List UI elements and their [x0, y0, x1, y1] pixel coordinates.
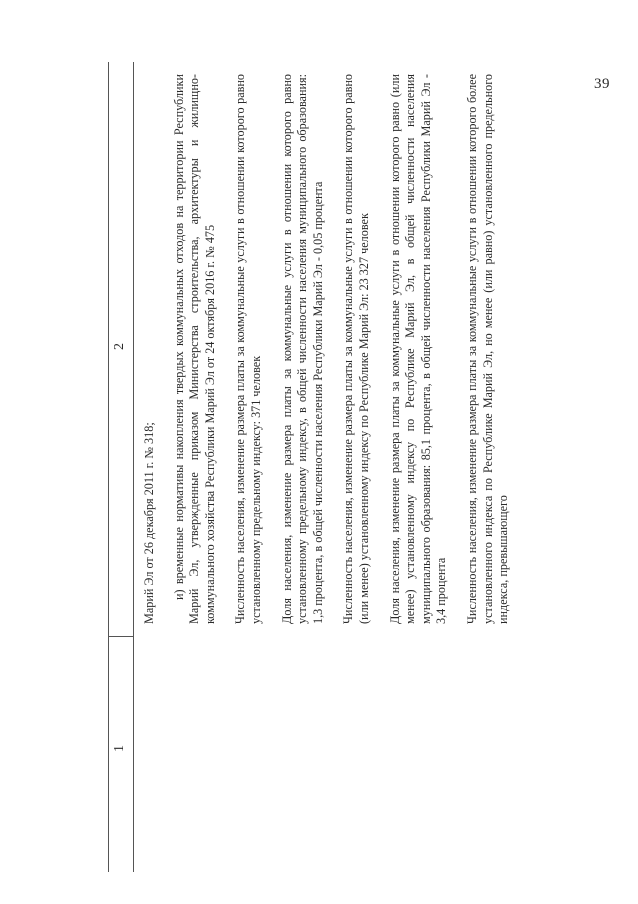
paragraph-population-equal: Численность населения, изменение размера платы за коммунальные услуги в отношении которого равно установленному предельному индексу: 371 человек — [233, 74, 263, 624]
table-top-border — [108, 62, 109, 872]
table-header-separator — [133, 62, 134, 872]
paragraph-population-less: Численность населения, изменение размера платы за коммунальные услуги в отношении которого равно (или менее) установленному индексу по Республике Марий Эл: 23 327 человек — [341, 74, 371, 624]
page-number: 39 — [594, 76, 610, 92]
paragraph-population-more: Численность населения, изменение размера платы за коммунальные услуги в отношении которого более установленного индекса по Республике Марий Эл, но менее (или равно) установленного предельного индекса, превышающего — [464, 74, 511, 624]
paragraph-share-equal: Доля населения, изменение размера платы за коммунальные услуги в отношении которого равно установленному предельному индексу, в общей численности населения муниципального образования: 1,3 процента, в общей численности населения Республики Марий Эл - 0,05 процента — [279, 74, 325, 624]
column-header-1: 1 — [112, 745, 127, 752]
paragraph-item-i: и) временные нормативы накопления твердых коммунальных отходов на территории Республики Марий Эл, утвержденные приказом Министерства строительства, архитектуры и жилищно-коммунального хозяйства Республики Марий Эл от 24 октября 2016 г. № 475 — [171, 74, 217, 624]
column-header-2: 2 — [112, 343, 127, 350]
rotated-table — [108, 62, 528, 872]
paragraph-share-less: Доля населения, изменение размера платы за коммунальные услуги в отношении которого равно (или менее) установленному индексу по Республике Марий Эл, в общей численности населения муниципального образования: 85,1 процента, в общей численности населения Республики Марий Эл - 3,4 процента — [387, 74, 449, 624]
paragraph-continuation: Марий Эл от 26 декабря 2011 г. № 318; — [142, 422, 156, 624]
table-cell-content — [142, 74, 527, 624]
table-column-divider — [108, 636, 134, 637]
